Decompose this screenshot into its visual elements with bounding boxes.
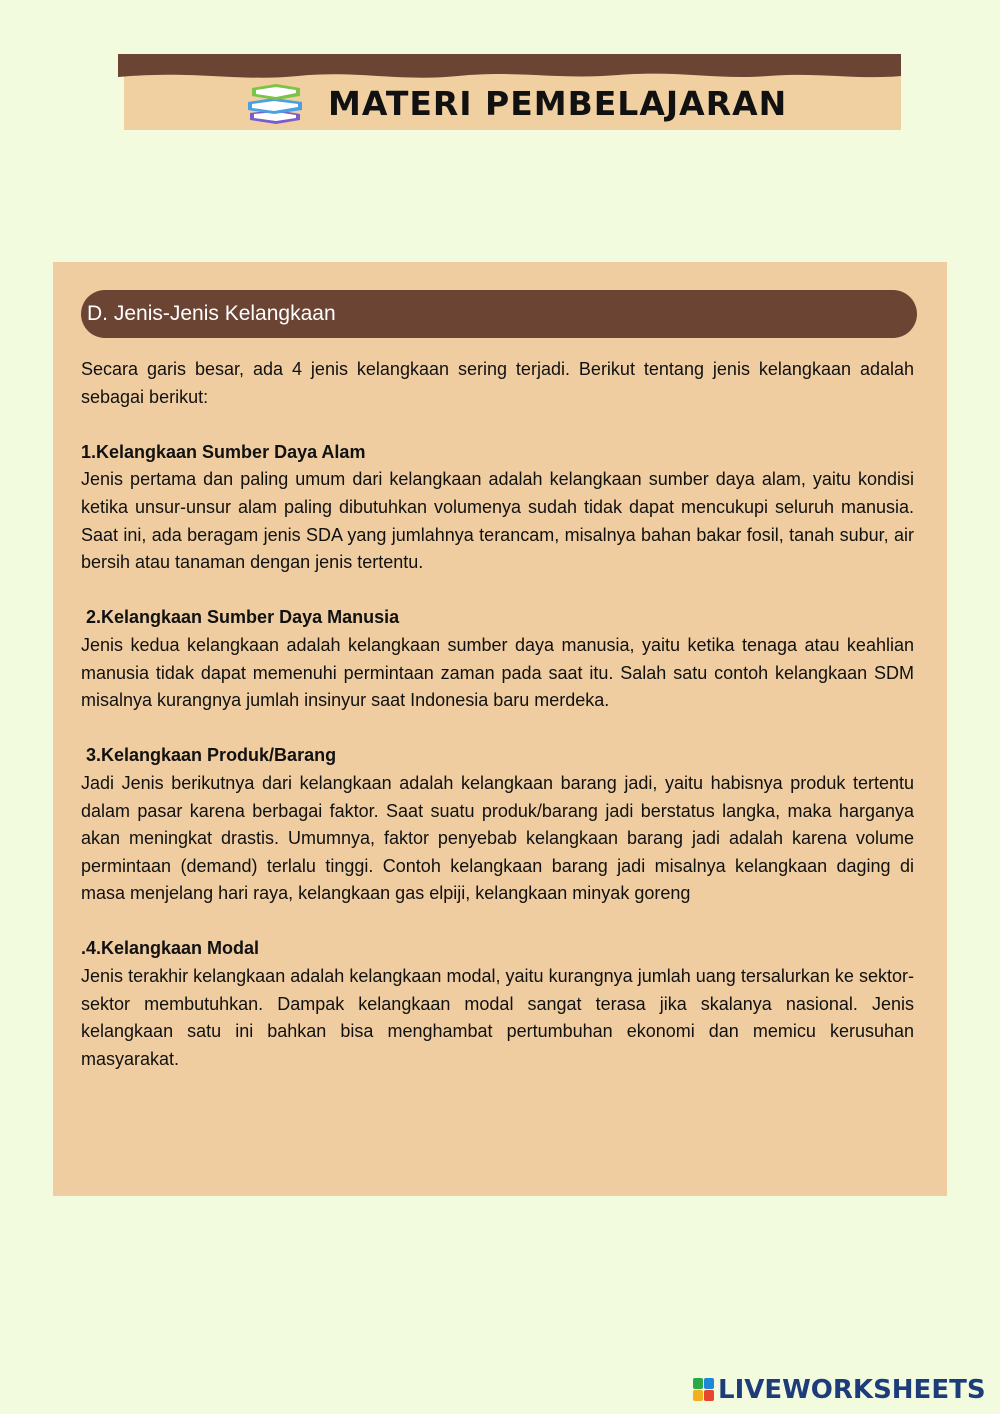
banner-title: MATERI PEMBELAJARAN bbox=[328, 84, 788, 123]
item-body-modal: Jenis terakhir kelangkaan adalah kelangkaan modal, yaitu kurangnya jumlah uang tersalurkan ke sektor-sektor membutuhkan. Dampak kelangkaan modal sangat terasa jika skalanya nasional. Jenis kelangkaan satu ini bahkan bisa menghambat pertumbuhan ekonomi dan memicu kerusuhan masyarakat. bbox=[81, 966, 914, 1069]
item-title-modal: .4.Kelangkaan Modal bbox=[81, 938, 260, 959]
section-body bbox=[81, 356, 914, 1073]
item-title-sda: 1.Kelangkaan Sumber Daya Alam bbox=[81, 441, 366, 462]
content-card bbox=[53, 262, 947, 1196]
item-title-sdm: 2.Kelangkaan Sumber Daya Manusia bbox=[81, 607, 400, 628]
item-body-sda: Jenis pertama dan paling umum dari kelangkaan adalah kelangkaan sumber daya alam, yaitu kondisi ketika unsur-unsur alam paling dibutuhkan volumenya sudah tidak dapat mencukupi seluruh manusia. Saat ini, ada beragam jenis SDA yang jumlahnya terancam, misalnya bahan bakar fosil, tanah subur, air bersih atau tanaman dengan jenis tertentu. bbox=[81, 469, 914, 573]
item-body-sdm: Jenis kedua kelangkaan adalah kelangkaan sumber daya manusia, yaitu ketika tenaga atau keahlian manusia tidak dapat memenuhi permintaan zaman pada saat itu. Salah satu contoh kelangkaan SDM misalnya kurangnya jumlah insinyur saat Indonesia baru merdeka. bbox=[81, 634, 914, 711]
liveworksheets-logo-icon bbox=[693, 1378, 715, 1402]
section-heading: D. Jenis-Jenis Kelangkaan bbox=[81, 290, 917, 338]
liveworksheets-brand: LIVEWORKSHEETS bbox=[718, 1375, 986, 1405]
item-title-produk: 3.Kelangkaan Produk/Barang bbox=[81, 745, 337, 766]
item-body-produk: Jadi Jenis berikutnya dari kelangkaan adalah kelangkaan barang jadi, yaitu habisnya produk tertentu dalam pasar karena berbagai faktor. Saat suatu produk/barang jadi berstatus langka, maka harganya akan meningkat drastis. Umumnya, faktor penyebab kelangkaan barang jadi adalah karena volume permintaan (demand) terlalu tinggi. Contoh kelangkaan barang jadi misalnya kelangkaan daging di masa menjelang hari raya, kelangkaan gas elpiji, kelangkaan minyak goreng bbox=[81, 772, 914, 904]
books-icon bbox=[246, 80, 304, 126]
intro-paragraph: Secara garis besar, ada 4 jenis kelangkaan sering terjadi. Berikut tentang jenis kelangkaan adalah sebagai berikut: bbox=[81, 359, 914, 407]
header-banner bbox=[118, 54, 901, 130]
liveworksheets-logo[interactable] bbox=[693, 1374, 986, 1406]
